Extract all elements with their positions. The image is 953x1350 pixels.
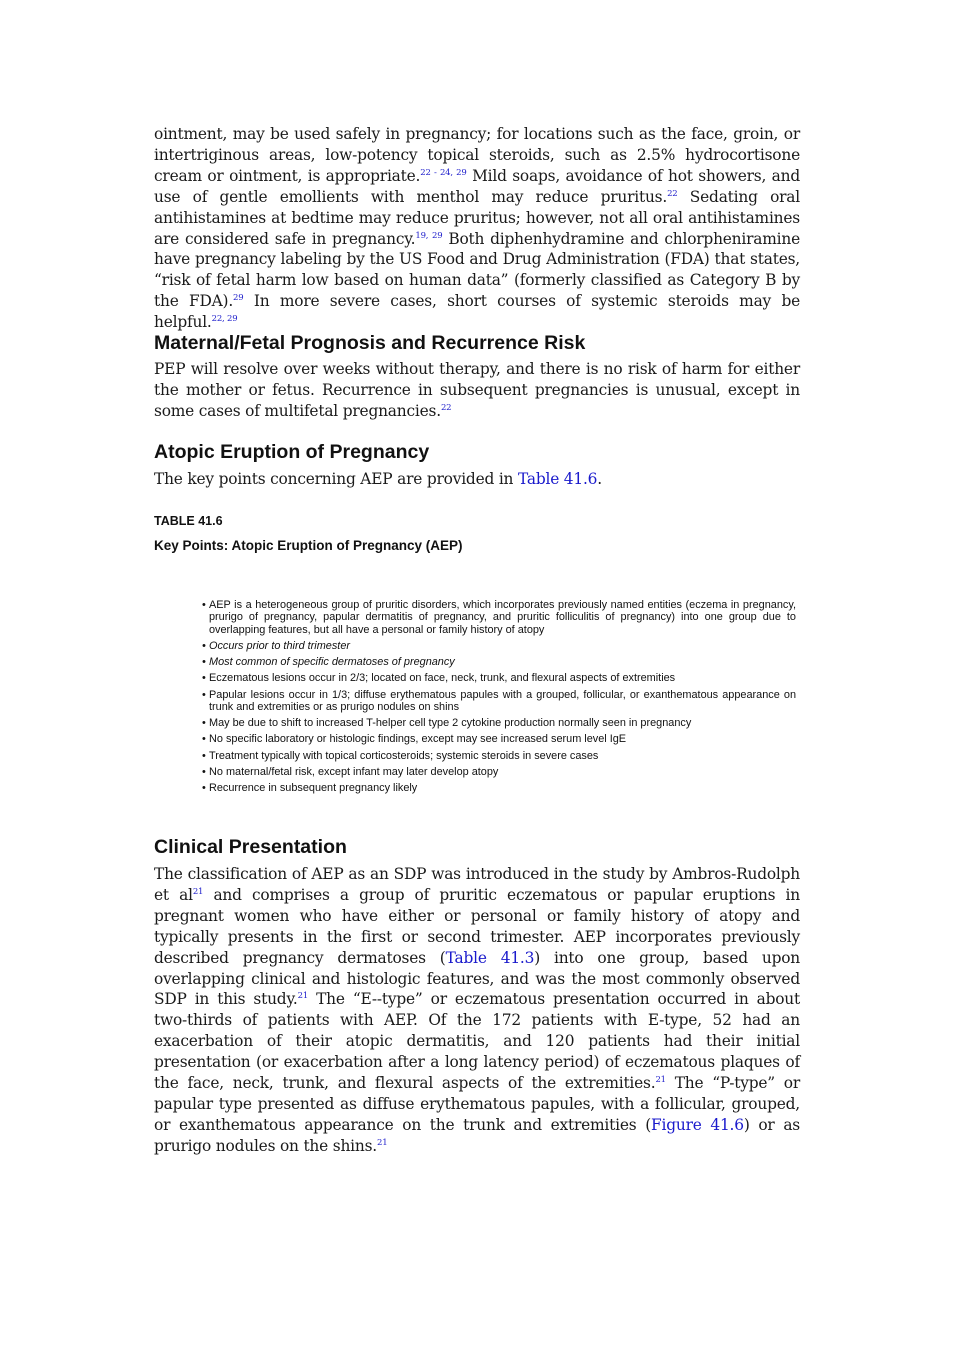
text-segment: The “E--type” or eczematous presentation occurred in about two-thirds of patients with AEP. Of the 172 patients with E-type, 52 had an exacerbation of their atopic dermatitis, and 120 patients had their initial presentation (or exacerbation after a long latency period) of eczematous plaques of the face, neck, trunk, and flexural aspects of the extremities. [154,990,800,1093]
list-item [202,733,796,745]
paragraph-treatment [154,124,800,333]
citation-ref[interactable]: 21 [655,1074,666,1085]
paragraph-prognosis [154,359,800,422]
bullet: • [202,640,206,653]
text-segment: . [597,470,602,488]
text-segment: PEP will resolve over weeks without therapy, and there is no risk of harm for either the mother or fetus. Recurrence in subsequent pregnancies is unusual, except in some cases of multifetal pregnancies. [154,360,800,420]
section-heading-clinical: Clinical Presentation [154,836,347,858]
citation-ref[interactable]: 19, 29 [415,230,443,241]
text-segment: Sedating oral antihistamines at bedtime may reduce pruritus; however, not all oral antihistamines are considered safe in pregnancy. [154,187,800,248]
text-segment: The “P-type” or papular type presented as diffuse erythematous papules, with a follicular, grouped, or exanthematous appearance on the trunk and extremities ( [154,1074,800,1134]
paragraph-aep-intro [154,469,800,490]
citation-ref[interactable]: 21 [192,886,204,897]
list-item [202,782,796,794]
list-item-text: AEP is a heterogeneous group of pruritic disorders, which incorporates previously named entities (eczema in pregnancy, prurigo of pregnancy, papular dermatitis of pregnancy, and pruritic folliculitis of pregnancy) into one group due to overlapping features, but all have a personal or family history of atopy [209,599,796,636]
bullet: • [202,688,206,701]
citation-ref[interactable]: 21 [297,991,309,1002]
text-segment: and comprises a group of pruritic eczematous or papular eruptions in pregnant women who have either or personal or family history of atopy and typically presents in the first or second trimester. AEP incorporates previously described pregnancy dermatoses ( [154,885,800,967]
bullet: • [202,656,206,669]
text-segment: ) or as prurigo nodules on the shins. [154,1115,800,1155]
list-item-text: Most common of specific dermatoses of pregnancy [209,656,455,669]
list-item-text: Occurs prior to third trimester [209,640,351,653]
list-item-text: No specific laboratory or histologic findings, except may see increased serum level IgE [209,733,627,746]
text-segment: Mild soaps, avoidance of hot showers, and use of gentle emollients with menthol may reduce pruritus. [154,166,800,206]
citation-ref[interactable]: 22 [440,402,452,413]
list-item-text: Papular lesions occur in 1/3; diffuse erythematous papules with a grouped, follicular, or exanthematous appearance on trunk and extremities or as prurigo nodules on shins [209,688,796,714]
list-item-text: May be due to shift to increased T-helper cell type 2 cytokine production normally seen in pregnancy [209,717,692,730]
text-segment: ) into one group, based upon overlapping clinical and histologic features, and was the most commonly observed SDP in this study. [154,948,800,1009]
text-segment: The key points concerning AEP are provided in [154,470,518,488]
bullet: • [202,672,206,685]
text-segment: In more severe cases, short courses of systemic steroids may be helpful. [154,292,801,332]
citation-ref[interactable]: 22 - 24, 29 [420,167,467,178]
list-item-text: Recurrence in subsequent pregnancy likely [209,782,418,795]
list-item [202,640,796,652]
citation-ref[interactable]: 22 [667,188,678,199]
text-segment: ointment, may be used safely in pregnancy; for locations such as the face, groin, or intertriginous areas, low-potency topical steroids, such as 2.5% hydrocortisone cream or ointment, is appropriate. [154,125,800,185]
citation-ref[interactable]: 29 [233,293,244,304]
paragraph-clinical [154,864,800,1157]
text-segment: Both diphenhydramine and chlorpheniramine have pregnancy labeling by the US Food and Drug Administration (FDA) that states, “risk of fetal harm low based on human data” (formerly classified as Category B by the FDA). [154,229,800,311]
table-link[interactable]: Table 41.3 [445,948,535,967]
figure-link[interactable]: Figure 41.6 [651,1115,744,1134]
list-item [202,766,796,778]
text-segment: The classification of AEP as an SDP was introduced in the study by Ambros-Rudolph et al [154,865,800,904]
citation-ref[interactable]: 22, 29 [211,314,238,325]
list-item [202,689,796,714]
list-item [202,672,796,684]
list-item [202,717,796,729]
section-heading-prognosis: Maternal/Fetal Prognosis and Recurrence Risk [154,332,586,354]
table-label: TABLE 41.6 [154,514,223,528]
list-item-text: No maternal/fetal risk, except infant may later develop atopy [209,765,499,778]
bullet: • [202,733,206,746]
list-item [202,599,796,636]
bullet: • [202,749,206,762]
citation-ref[interactable]: 21 [376,1137,388,1148]
table-caption: Key Points: Atopic Eruption of Pregnancy (AEP) [154,538,463,553]
bullet: • [202,765,206,778]
bullet: • [202,717,206,730]
list-item [202,656,796,668]
bullet: • [202,782,206,795]
table-link[interactable]: Table 41.6 [517,470,598,488]
key-points-list [202,599,796,798]
list-item-text: Eczematous lesions occur in 2/3; located on face, neck, trunk, and flexural aspects of extremities [209,672,676,685]
list-item [202,750,796,762]
list-item-text: Treatment typically with topical corticosteroids; systemic steroids in severe cases [209,749,599,762]
bullet: • [202,599,206,611]
section-heading-aep: Atopic Eruption of Pregnancy [154,441,430,463]
